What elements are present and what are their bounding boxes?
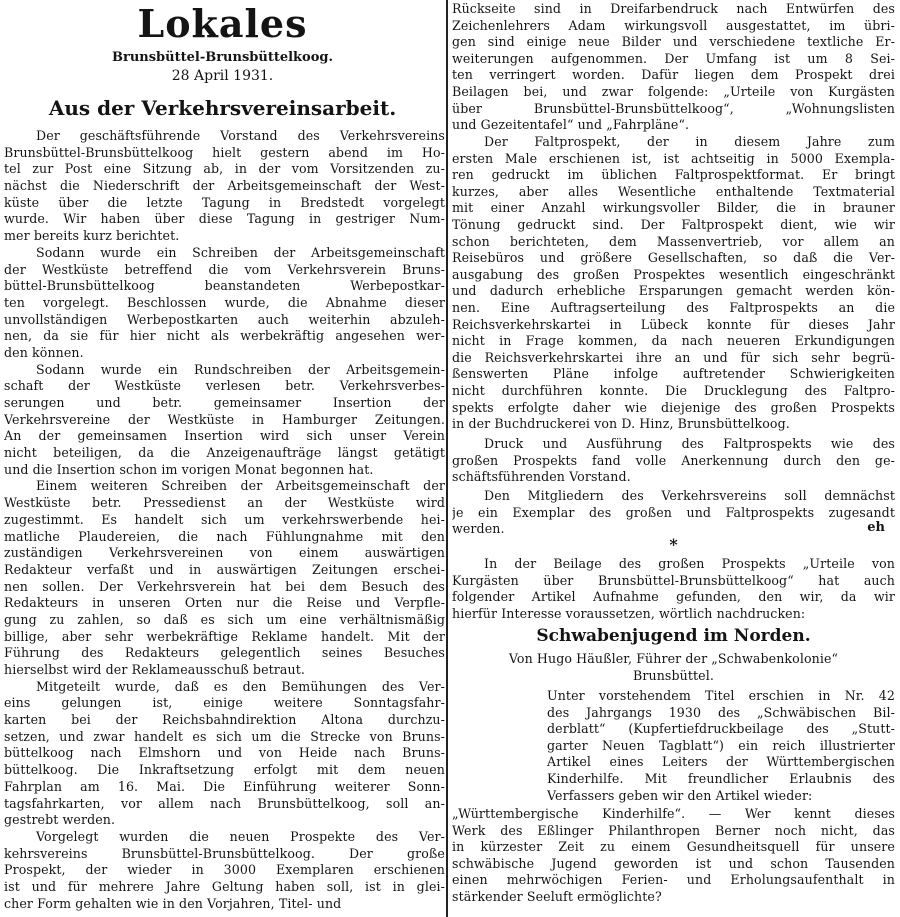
text-line: des Jahrgangs 1930 des „Schwäbischen Bil- [547, 704, 895, 720]
text-line: Artikel eines Leiters der Württembergischen [547, 754, 895, 770]
text-line: mit einer Anzahl wirkungsvoller Bilder, die in brauner [452, 200, 895, 216]
text-line: Mitgeteilt wurde, daß es den Bemühungen des Ver- [36, 678, 445, 694]
text-line: Brunsbüttel-Brunsbüttelkoog hielt gestern abend im Ho- [4, 144, 445, 160]
text-line: nicht in Frage kommen, da nach neueren Erkundigungen [452, 333, 895, 349]
paragraph [4, 679, 445, 829]
text-line: ren gedruckt im üblichen Faltprospektformat. Er bringt [452, 167, 895, 183]
text-line: Von Hugo Häußler, Führer der „Schwabenkolonie“ [508, 651, 839, 666]
text-line: unvollständigen Werbepostkarten auch weiterhin abzuleh- [4, 311, 445, 327]
text-line: Vorgelegt wurden die neuen Prospekte des Ver- [36, 828, 445, 844]
text-line: Tönung gedruckt sind. Der Faltprospekt dient, wie wir [452, 216, 895, 232]
text-line: Einem weiteren Schreiben der Arbeitsgemeinschaft der [36, 478, 445, 494]
text-line: Führung des Redakteurs gelegentlich seines Besuches [4, 645, 445, 661]
text-line: der Westküste betreffend die vom Verkehrsverein Bruns- [4, 261, 445, 277]
text-line: Unter vorstehendem Titel erschien in Nr. 42 [547, 688, 895, 703]
paragraph [4, 829, 445, 912]
text-line: Westküste betr. Pressedienst an der Westküste wird [4, 495, 445, 511]
text-line: nicht beteiligen, da die Anzeigenaufträge längst getätigt [4, 445, 445, 461]
text-line: billige, aber sehr werbekräftige Reklame handelt. Mit der [4, 628, 445, 644]
text-line: gestrebt werden. [4, 812, 116, 828]
text-line: schwäbische Jugend geworden ist und schon Tausenden [452, 855, 895, 871]
text-line: nen sollen. Der Verkehrsverein hat bei dem Besuch des [4, 578, 445, 594]
text-line: Sodann wurde ein Schreiben der Arbeitsgemeinschaft [36, 244, 445, 260]
article-body-text [452, 806, 895, 906]
text-line: Der Faltprospekt, der in diesem Jahre zum [484, 134, 895, 149]
text-line: schäftsführenden Vorstand. [452, 469, 631, 485]
text-line: cher Form gehalten wie in den Vorjahren, Titel- und [4, 895, 342, 911]
text-line: wurde. Wir haben über diese Tagung in gestriger Num- [4, 211, 445, 227]
text-line: Den Mitgliedern des Verkehrsvereins soll demnächst [484, 488, 895, 503]
text-line: setzen, und zwar handelt es sich um die Strecke von Bruns- [4, 728, 445, 744]
text-line: Kinderhilfe. Mit freundlicher Erlaubnis des [547, 770, 895, 786]
paragraph [4, 245, 445, 362]
text-line: büttel-Brunsbüttelkoog beanstandeten Werbepostkar- [4, 278, 445, 294]
left-column [4, 0, 445, 917]
column-divider [446, 0, 448, 917]
section-masthead: Lokales [137, 1, 308, 46]
text-line: gen sind einige neue Bilder und verschiedene textliche Er- [452, 34, 895, 50]
mitglieder-paragraph [452, 488, 895, 538]
text-line: großen Prospekts fand volle Anerkennung durch den ge- [452, 452, 895, 468]
text-line: stärkender Seeluft ermöglichte? [452, 888, 662, 904]
text-line: ten verringert worden. Dafür liegen dem Prospekt drei [452, 67, 895, 83]
author-signature: eh [867, 520, 885, 535]
text-line: kurzes, aber alles Wesentliche enthaltende Textmaterial [452, 183, 895, 199]
druck-paragraph [452, 436, 895, 486]
article-title: Schwabenjugend im Norden. [536, 626, 811, 646]
text-line: den können. [4, 344, 84, 360]
text-line: ten vorgelegt. Beschlossen wurde, die Abnahme dieser [4, 294, 445, 310]
continuation-paragraph [452, 1, 895, 134]
article-byline [452, 651, 895, 684]
text-line: schon berichteten, dem Massenvertrieb, vor allem an [452, 233, 895, 249]
text-line: ist und für mehrere Jahre Geltung haben soll, ist in glei- [4, 878, 445, 894]
text-line: werden. [452, 521, 505, 537]
text-line: Zeichenlehrers Adam wirkungsvoll ausgestattet, im übri- [452, 17, 895, 33]
text-line: in der Buchdruckerei von D. Hinz, Brunsbüttelkoog. [452, 416, 790, 432]
text-line: und die Insertion schon im vorigen Monat begonnen hat. [4, 461, 374, 477]
text-line: nen. Eine Auftragserteilung des Faltprospekts an die [452, 299, 895, 315]
text-line: die Reichsverkehrskartei ihre an und für sich sehr begrü- [452, 349, 895, 365]
text-line: tagsfahrkarten, vor allem nach Brunsbüttelkoog, soll an- [4, 795, 445, 811]
date-line: 28 April 1931. [171, 68, 274, 84]
text-line: nen, da sie für hier nicht als werbekräftig angesehen wer- [4, 328, 445, 344]
text-line: und dadurch erhebliche Ersparungen gemacht werden kön- [452, 283, 895, 299]
beilage-paragraph [452, 556, 895, 622]
text-line: Verfassers geben wir den Artikel wieder: [547, 787, 813, 803]
text-line: und Gezeitentafel“ und „Fahrpläne“. [452, 117, 690, 133]
text-line: garter Neuen Tagblatt“) ein reich illustrierter [547, 737, 895, 753]
text-line: Der geschäftsführende Vorstand des Verkehrsvereins [36, 128, 445, 143]
paragraph [4, 128, 445, 245]
text-line: Beilagen bei, und zwar folgende: „Urteile von Kurgästen [452, 83, 895, 99]
text-line: ausgabung des großen Prospektes wesentlich eingeschränkt [452, 266, 895, 282]
text-line: büttelkoog nach Elmshorn und von Heide nach Bruns- [4, 745, 445, 761]
paragraph [4, 362, 445, 479]
text-line: einen mehrwöchigen Ferien- und Erholungsaufenthalt in [452, 872, 895, 888]
text-line: An der gemeinsamen Insertion wird sich unser Verein [4, 428, 445, 444]
text-line: serungen und betr. gemeinsamer Insertion der [4, 395, 445, 410]
right-column [452, 0, 895, 917]
text-line: je ein Exemplar des großen und Faltprospekts zugesandt [452, 504, 895, 520]
text-line: tel zur Post eine Sitzung ab, in der vom Vorsitzenden zu- [4, 161, 445, 177]
text-line: Brunsbüttel. [633, 667, 714, 683]
text-line: in kürzester Zeit zu einem Gesundheitsquell für unsere [452, 839, 895, 855]
article-body [4, 128, 445, 912]
text-line: „Württembergische Kinderhilfe“. — Wer kennt dieses [452, 806, 895, 821]
place-line: Brunsbüttel-Brunsbüttelkoog. [112, 50, 333, 65]
text-line: eins gelungen ist, einige weitere Sonntagsfahr- [4, 695, 445, 711]
text-line: In der Beilage des großen Prospekts „Urteile von [484, 556, 895, 571]
text-line: büttelkoog. Die Inkraftsetzung erfolgt mit dem neuen [4, 762, 445, 778]
text-line: gung zu zahlen, so daß es sich um eine verhältnismäßig [4, 611, 445, 627]
text-line: mer bereits kurz berichtet. [4, 228, 180, 244]
text-line: Rückseite sind in Dreifarbendruck nach Entwürfen des [452, 1, 895, 16]
text-line: matliche Plaudereien, die nach Fühlungnahme mit den [4, 528, 445, 544]
text-line: Fahrplan am 16. Mai. Die Einführung weiterer Sonn- [4, 778, 445, 794]
paragraph [4, 478, 445, 678]
text-line: Kurgästen über Brunsbüttel-Brunsbüttelkoog“ hat auch [452, 572, 895, 588]
text-line: über Brunsbüttel-Brunsbüttelkoog“, „Wohnungslisten [452, 100, 895, 116]
separator-asterisk: * [669, 535, 678, 554]
text-line: Redakteur verfaßt und in auswärtigen Zeitungen erschei- [4, 561, 445, 577]
text-line: nächst die Niederschrift der Arbeitsgemeinschaft der West- [4, 178, 445, 194]
text-line: Reisebüros und größere Gesellschaften, so daß die Ver- [452, 250, 895, 266]
text-line: ßenswerten Pläne infolge auftretender Schwierigkeiten [452, 366, 895, 382]
text-line: nicht durchführen konnte. Die Drucklegung des Faltpro- [452, 382, 895, 398]
text-line: Prospekt, der wieder in 3000 Exemplaren erschienen [4, 862, 445, 878]
text-line: hierselbst wird der Reklameausschuß betraut. [4, 662, 305, 677]
text-line: ersten Male erschienen ist, ist achtseitig in 5000 Exempla- [452, 150, 895, 166]
text-line: hierfür Interesse voraussetzen, wörtlich nachdrucken: [452, 605, 806, 621]
text-line: Verkehrsvereine der Westküste in Hamburger Zeitungen. [4, 411, 445, 427]
text-line: derblatt“ (Kupfertiefdruckbeilage des „Stutt- [547, 721, 895, 737]
text-line: kehrsvereins Brunsbüttel-Brunsbüttelkoog. Der große [4, 845, 445, 861]
text-line: Druck und Ausführung des Faltprospekts wie des [484, 436, 895, 451]
text-line: Redakteurs in unseren Orten nur die Reise und Verpfle- [4, 595, 445, 611]
intro-paragraph [547, 688, 895, 804]
text-line: schaft der Westküste verlesen betr. Verkehrsverbes- [4, 378, 445, 394]
text-line: Reichsverkehrskartei in Lübeck konnte für dieses Jahr [452, 316, 895, 332]
text-line: zuständigen Verkehrsvereinen von einem auswärtigen [4, 545, 445, 561]
article-headline: Aus der Verkehrsvereinsarbeit. [48, 96, 397, 120]
text-line: zugestimmt. Es handelt sich um verkehrswerbende hei- [4, 511, 445, 527]
text-line: küste über die letzte Tagung in Bredstedt vorgelegt [4, 194, 445, 210]
text-line: weiterungen aufgenommen. Der Umfang ist um 8 Sei- [452, 50, 895, 66]
text-line: folgender Artikel Aufnahme gefunden, den wir, da wir [452, 589, 895, 605]
text-line: karten bei der Reichsbahndirektion Altona durchzu- [4, 712, 445, 728]
text-line: spekts erfolgte daher wie diejenige des großen Prospekts [452, 399, 895, 415]
text-line: Werk des Eßlinger Philanthropen Berner noch nicht, das [452, 822, 895, 838]
text-line: Sodann wurde ein Rundschreiben der Arbeitsgemein- [36, 361, 445, 377]
faltprospekt-paragraph [452, 134, 895, 433]
